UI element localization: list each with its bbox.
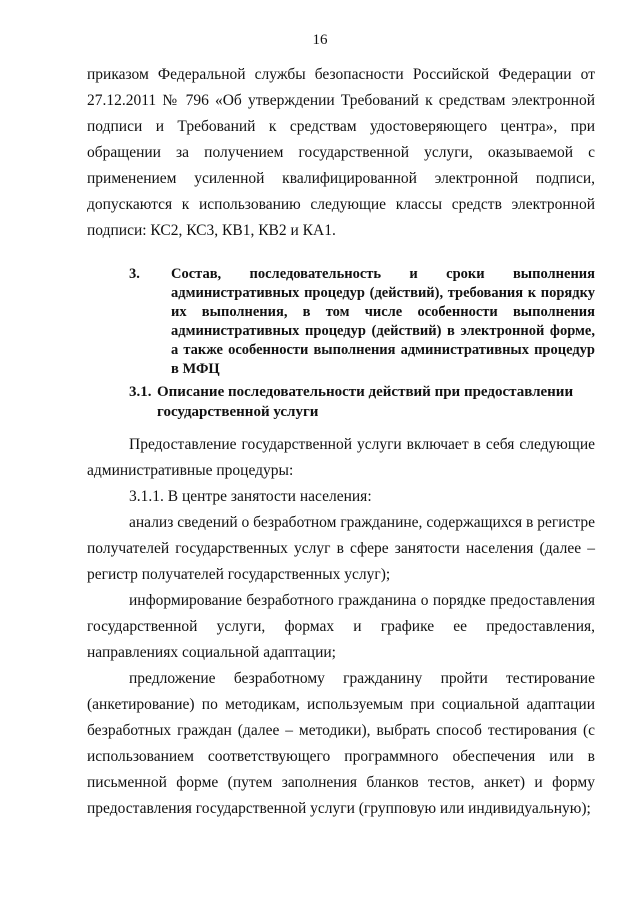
subsection-heading [129,382,595,422]
section-title: Состав, последовательность и сроки выполнения административных процедур (действий), требования к порядку их выполнения, в том числе особенности выполнения административных процедур (действий) в электронной форме, а также особенности выполнения административных процедур в МФЦ [171,266,595,377]
paragraph-informing: информирование безработного гражданина о порядке предоставления государственной услуги, формах и графике ее предоставления, направлениях социальной адаптации; [87,592,595,661]
section-number: 3. [129,266,140,282]
paragraph-procedures-intro: Предоставление государственной услуги включает в себя следующие административные процедуры: [87,436,595,479]
paragraph-analysis: анализ сведений о безработном гражданине, содержащихся в регистре получателей государственных услуг в сфере занятости населения (далее – регистр получателей государственных услуг); [87,514,595,583]
paragraph-signature-classes: приказом Федеральной службы безопасности Российской Федерации от 27.12.2011 № 796 «Об утверждении Требований к средствам электронной подписи и Требований к средствам удостоверяющего центра», при обращении за получением государственной услуги, оказываемой с применением усиленной квалифицированной электронной подписи, допускаются к использованию следующие классы средств электронной подписи: КС2, КС3, КВ1, КВ2 и КА1. [87,66,595,239]
paragraph-testing-offer: предложение безработному гражданину пройти тестирование (анкетирование) по методикам, используемым при социальной адаптации безработных граждан (далее – методики), выбрать способ тестирования (с использованием соответствующего программного обеспечения или в письменной форме (путем заполнения бланков тестов, анкет) и форму предоставления государственной услуги (групповую или индивидуальную); [87,670,595,817]
subsection-number: 3.1. [129,384,152,400]
page-number: 16 [312,32,328,48]
section-heading [87,265,595,379]
paragraph-employment-center: 3.1.1. В центре занятости населения: [129,488,372,505]
subsection-title: Описание последовательности действий при предоставлении государственной услуги [157,384,574,420]
